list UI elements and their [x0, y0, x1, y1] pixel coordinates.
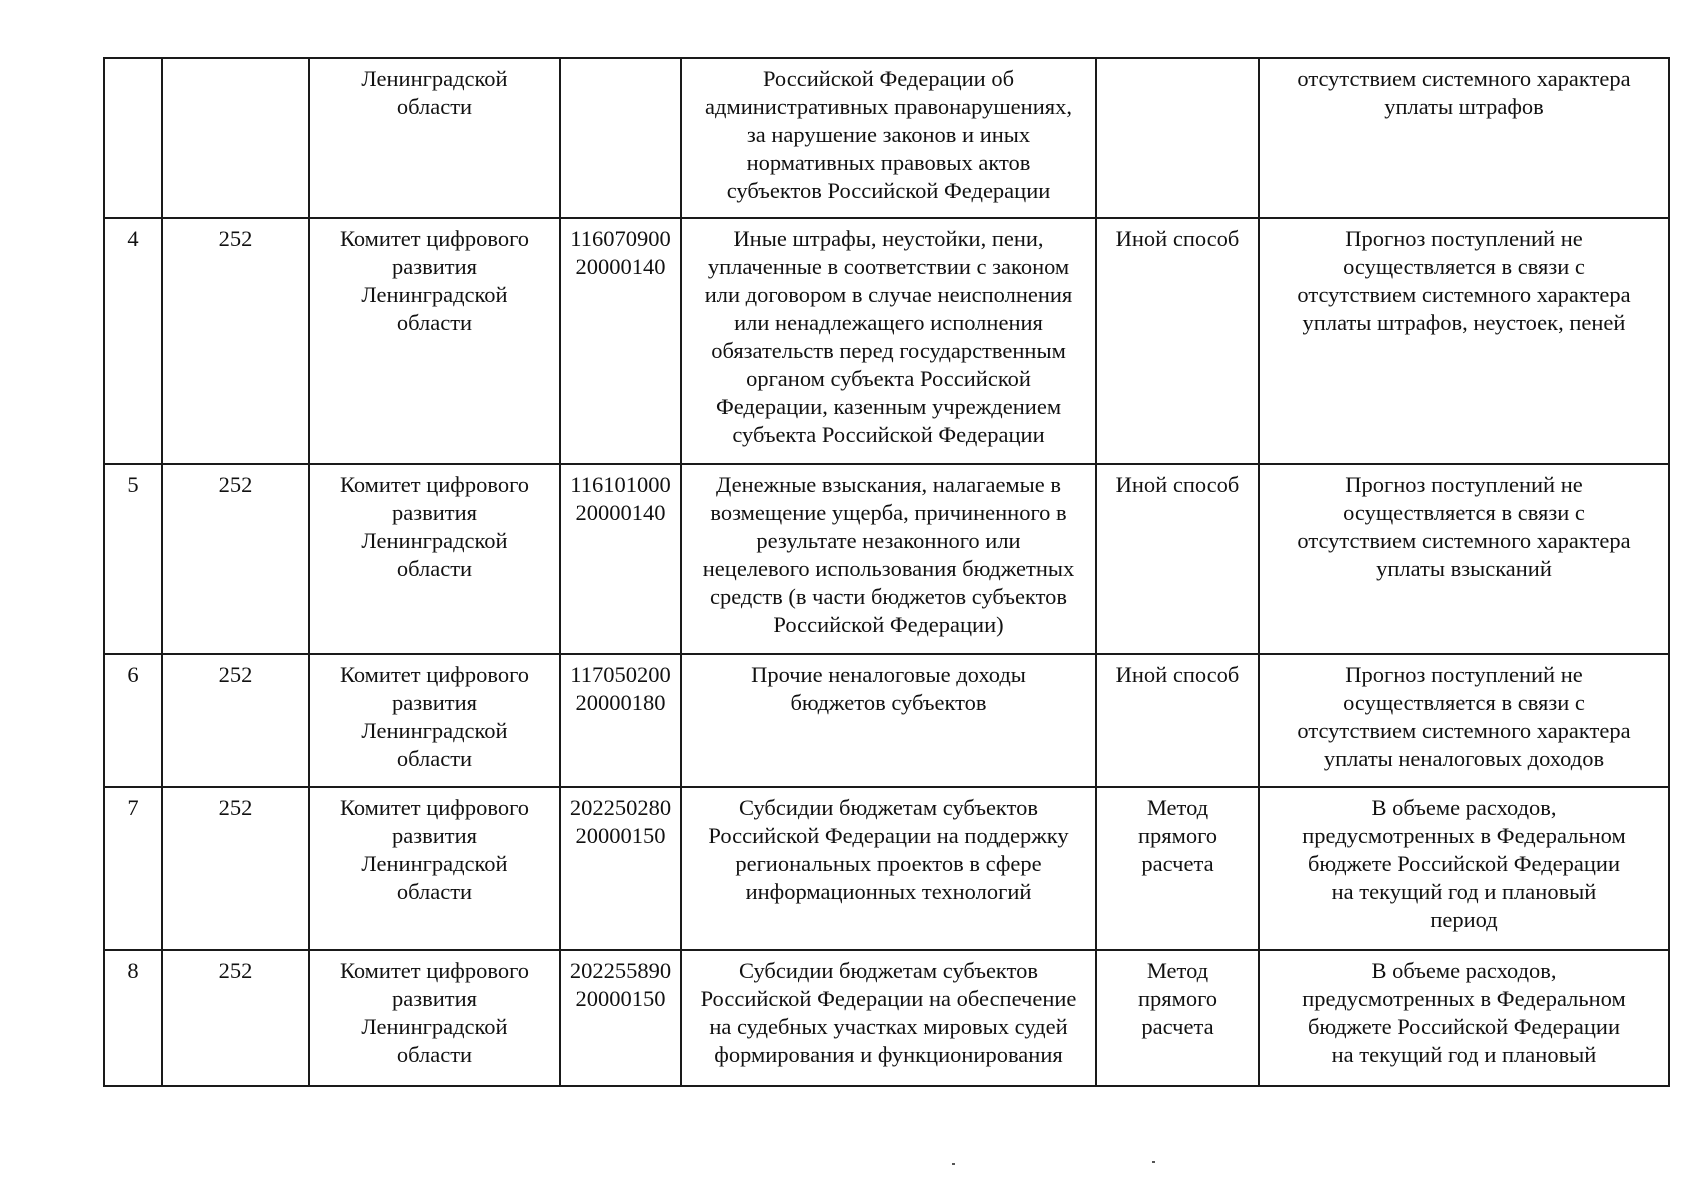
cell-text-line: Комитет цифрового [339, 662, 530, 687]
cell-text-line: информационных технологий [745, 879, 1032, 904]
table-row [104, 950, 1669, 1086]
cell-text-line: Субсидии бюджетам субъектов [739, 958, 1038, 983]
cell-text-line: Иной способ [1115, 226, 1240, 251]
row-number-cell [104, 654, 162, 787]
table-row [104, 787, 1669, 950]
table-row [104, 218, 1669, 464]
cell-text-line: отсутствием системного характера [1297, 718, 1631, 743]
cell-text-line: средств (в части бюджетов субъектов [709, 584, 1067, 609]
revenue-description-cell [681, 654, 1096, 787]
cell-text-line: области [396, 94, 473, 119]
row-number-cell [104, 787, 162, 950]
cell-text-line: развития [391, 254, 477, 279]
cell-text-line: Ленинградской [361, 718, 508, 743]
cell-text-line: Денежные взыскания, налагаемые в [715, 472, 1062, 497]
cell-text-line: уплаченные в соответствии с законом [707, 254, 1070, 279]
cell-text-line: расчета [1141, 1014, 1214, 1039]
cell-text-line: Иные штрафы, неустойки, пени, [733, 226, 1044, 251]
cell-text-line: Федерации, казенным учреждением [715, 394, 1062, 419]
administrator-name-cell [309, 218, 560, 464]
forecast-method-cell [1096, 58, 1259, 218]
revenue-forecast-table [103, 57, 1670, 1087]
cell-text-line: возмещение ущерба, причиненного в [710, 500, 1067, 525]
cell-text-line: Комитет цифрового [339, 958, 530, 983]
administrator-code-cell [162, 950, 309, 1086]
cell-text-line: Иной способ [1115, 662, 1240, 687]
cell-text-line: формирования и функционирования [714, 1042, 1063, 1067]
cell-text-line: осуществляется в связи с [1343, 500, 1585, 525]
forecast-comment-cell [1259, 58, 1669, 218]
cell-text-line: или договором в случае неисполнения [704, 282, 1073, 307]
cell-text-line: 202250280 [569, 795, 672, 820]
budget-classification-code-cell [560, 464, 681, 654]
cell-text-line: осуществляется в связи с [1343, 690, 1585, 715]
cell-text-line: бюджете Российской Федерации [1307, 851, 1620, 876]
cell-text-line: Комитет цифрового [339, 795, 530, 820]
forecast-comment-cell [1259, 218, 1669, 464]
cell-text-line: 20000150 [575, 823, 666, 848]
cell-text-line: нормативных правовых актов [746, 150, 1031, 175]
revenue-description-cell [681, 950, 1096, 1086]
cell-text-line: административных правонарушениях, [705, 94, 1072, 119]
cell-text: 252 [218, 662, 253, 687]
cell-text-line: расчета [1141, 851, 1214, 876]
forecast-comment-cell [1259, 950, 1669, 1086]
cell-text-line: региональных проектов в сфере [735, 851, 1042, 876]
revenue-description-cell [681, 218, 1096, 464]
scan-speck [1152, 1161, 1155, 1163]
cell-text: 252 [218, 958, 253, 983]
cell-text-line: Субсидии бюджетам субъектов [739, 795, 1038, 820]
row-number-cell [104, 58, 162, 218]
forecast-comment-cell [1259, 464, 1669, 654]
revenue-description-cell [681, 464, 1096, 654]
cell-text-line: или ненадлежащего исполнения [734, 310, 1043, 335]
cell-text-line: Комитет цифрового [339, 472, 530, 497]
cell-text-line: уплаты неналоговых доходов [1323, 746, 1605, 771]
cell-text: 7 [127, 795, 139, 820]
budget-classification-code-cell [560, 787, 681, 950]
cell-text-line: предусмотренных в Федеральном [1302, 986, 1626, 1011]
forecast-method-cell [1096, 950, 1259, 1086]
cell-text-line: В объеме расходов, [1371, 795, 1557, 820]
budget-classification-code-cell [560, 950, 681, 1086]
revenue-description-cell [681, 58, 1096, 218]
cell-text-line: субъектов Российской Федерации [726, 178, 1051, 203]
cell-text-line: развития [391, 986, 477, 1011]
cell-text-line: прямого [1137, 986, 1218, 1011]
cell-text-line: области [396, 879, 473, 904]
cell-text-line: области [396, 746, 473, 771]
cell-text-line: Иной способ [1115, 472, 1240, 497]
cell-text-line: 116070900 [570, 226, 671, 251]
budget-classification-code-cell [560, 654, 681, 787]
cell-text-line: период [1430, 907, 1498, 932]
cell-text-line: 202255890 [569, 958, 672, 983]
cell-text-line: 20000140 [575, 254, 666, 279]
cell-text-line: прямого [1137, 823, 1218, 848]
cell-text: 252 [218, 795, 253, 820]
cell-text-line: обязательств перед государственным [711, 338, 1066, 363]
cell-text-line: Комитет цифрового [339, 226, 530, 251]
cell-text-line: 20000150 [575, 986, 666, 1011]
table-row [104, 654, 1669, 787]
cell-text-line: уплаты взысканий [1376, 556, 1552, 581]
cell-text-line: развития [391, 823, 477, 848]
cell-text-line: отсутствием системного характера [1297, 528, 1631, 553]
cell-text-line: предусмотренных в Федеральном [1302, 823, 1626, 848]
cell-text-line: на текущий год и плановый [1331, 879, 1597, 904]
cell-text-line: Ленинградской [361, 851, 508, 876]
cell-text-line: Прогноз поступлений не [1345, 472, 1583, 497]
administrator-code-cell [162, 654, 309, 787]
table-row [104, 58, 1669, 218]
administrator-name-cell [309, 58, 560, 218]
cell-text-line: бюджетов субъектов [790, 690, 987, 715]
cell-text-line: Ленинградской [361, 282, 508, 307]
cell-text-line: Прочие неналоговые доходы [751, 662, 1026, 687]
administrator-code-cell [162, 58, 309, 218]
cell-text-line: области [396, 556, 473, 581]
cell-text-line: 116101000 [570, 472, 671, 497]
cell-text-line: Прогноз поступлений не [1345, 226, 1583, 251]
forecast-comment-cell [1259, 787, 1669, 950]
forecast-method-cell [1096, 464, 1259, 654]
cell-text-line: Метод [1146, 958, 1209, 983]
cell-text-line: Метод [1146, 795, 1209, 820]
cell-text-line: уплаты штрафов, неустоек, пеней [1302, 310, 1626, 335]
cell-text-line: результате незаконного или [756, 528, 1021, 553]
cell-text-line: 20000180 [575, 690, 666, 715]
cell-text-line: области [396, 1042, 473, 1067]
budget-classification-code-cell [560, 58, 681, 218]
forecast-comment-cell [1259, 654, 1669, 787]
budget-classification-code-cell [560, 218, 681, 464]
cell-text-line: Прогноз поступлений не [1345, 662, 1583, 687]
cell-text-line: за нарушение законов и иных [746, 122, 1031, 147]
forecast-method-cell [1096, 787, 1259, 950]
table-row [104, 464, 1669, 654]
cell-text-line: на судебных участках мировых судей [709, 1014, 1068, 1039]
cell-text-line: отсутствием системного характера [1297, 66, 1631, 91]
cell-text: 6 [127, 662, 139, 687]
cell-text: 5 [127, 472, 139, 497]
cell-text: 252 [218, 472, 253, 497]
cell-text-line: Российской Федерации об [762, 66, 1015, 91]
cell-text-line: бюджете Российской Федерации [1307, 1014, 1620, 1039]
forecast-method-cell [1096, 218, 1259, 464]
row-number-cell [104, 950, 162, 1086]
administrator-code-cell [162, 787, 309, 950]
cell-text-line: нецелевого использования бюджетных [702, 556, 1075, 581]
cell-text-line: органом субъекта Российской [746, 366, 1031, 391]
administrator-name-cell [309, 787, 560, 950]
cell-text-line: 20000140 [575, 500, 666, 525]
cell-text: 252 [218, 226, 253, 251]
administrator-name-cell [309, 464, 560, 654]
administrator-name-cell [309, 654, 560, 787]
cell-text-line: Ленинградской [361, 528, 508, 553]
cell-text-line: осуществляется в связи с [1343, 254, 1585, 279]
cell-text-line: Российской Федерации на обеспечение [700, 986, 1077, 1011]
cell-text-line: области [396, 310, 473, 335]
row-number-cell [104, 464, 162, 654]
row-number-cell [104, 218, 162, 464]
cell-text-line: на текущий год и плановый [1331, 1042, 1597, 1067]
cell-text-line: Российской Федерации) [773, 612, 1004, 637]
cell-text-line: развития [391, 500, 477, 525]
administrator-code-cell [162, 464, 309, 654]
cell-text: 4 [127, 226, 139, 251]
cell-text-line: субъекта Российской Федерации [732, 422, 1045, 447]
cell-text-line: Российской Федерации на поддержку [708, 823, 1069, 848]
administrator-name-cell [309, 950, 560, 1086]
cell-text: 8 [127, 958, 139, 983]
administrator-code-cell [162, 218, 309, 464]
cell-text-line: 117050200 [570, 662, 671, 687]
cell-text-line: отсутствием системного характера [1297, 282, 1631, 307]
cell-text-line: развития [391, 690, 477, 715]
cell-text-line: Ленинградской [361, 1014, 508, 1039]
cell-text-line: В объеме расходов, [1371, 958, 1557, 983]
cell-text-line: уплаты штрафов [1384, 94, 1544, 119]
forecast-method-cell [1096, 654, 1259, 787]
revenue-description-cell [681, 787, 1096, 950]
cell-text-line: Ленинградской [361, 66, 508, 91]
scan-speck [952, 1163, 955, 1165]
